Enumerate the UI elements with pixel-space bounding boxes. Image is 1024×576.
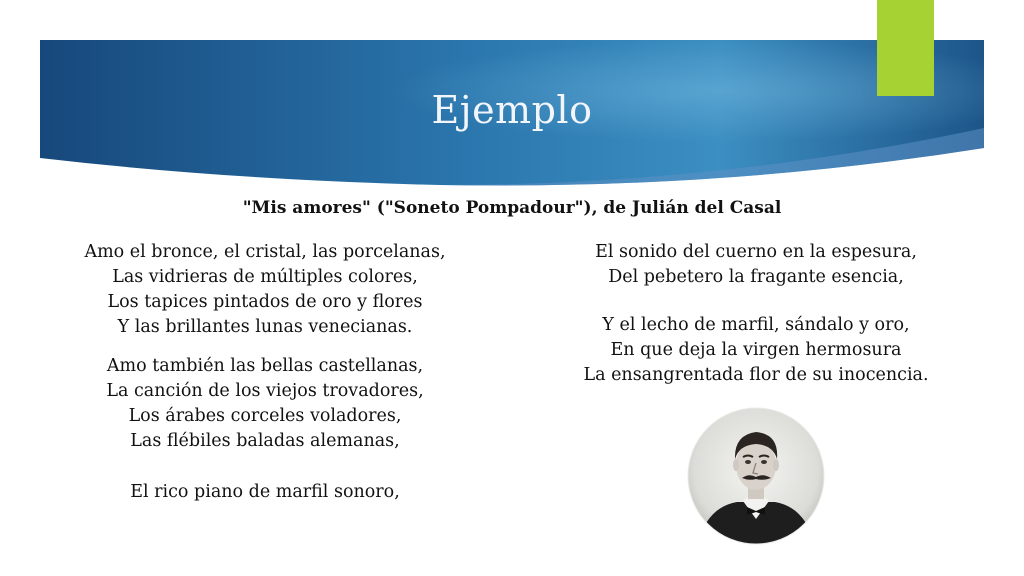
slide-title: Ejemplo — [431, 88, 593, 132]
poem-right-column — [530, 240, 982, 402]
poem-line: La canción de los viejos trovadores, — [106, 381, 424, 401]
poem-line: Amo también las bellas castellanas, — [106, 356, 424, 376]
stanza — [30, 480, 500, 505]
poem-line: Los tapices pintados de oro y flores — [107, 292, 423, 312]
poem-line: Los árabes corceles voladores, — [128, 406, 402, 426]
poem-line: El sonido del cuerno en la espesura, — [595, 242, 917, 262]
accent-bar — [877, 0, 934, 96]
poem-left-column — [30, 240, 500, 519]
poem-line: Las flébiles baladas alemanas, — [130, 431, 400, 451]
poem-line: Y el lecho de marfil, sándalo y oro, — [602, 315, 910, 335]
poem-line: Amo el bronce, el cristal, las porcelanas, — [84, 242, 446, 262]
poem-line: En que deja la virgen hermosura — [610, 340, 902, 360]
poem-line: La ensangrentada flor de su inocencia. — [583, 365, 929, 385]
stanza — [30, 240, 500, 340]
poem-subtitle: "Mis amores" ("Soneto Pompadour"), de Julián del Casal — [242, 198, 782, 218]
poem-line: Y las brillantes lunas venecianas. — [117, 317, 413, 337]
portrait-photo-icon — [687, 407, 825, 545]
stanza — [530, 240, 982, 290]
stanza — [530, 313, 982, 388]
stanza — [30, 354, 500, 454]
poem-line: Las vidrieras de múltiples colores, — [112, 267, 418, 287]
poem-line: Del pebetero la fragante esencia, — [608, 267, 904, 287]
poem-line: El rico piano de marfil sonoro, — [130, 482, 400, 502]
